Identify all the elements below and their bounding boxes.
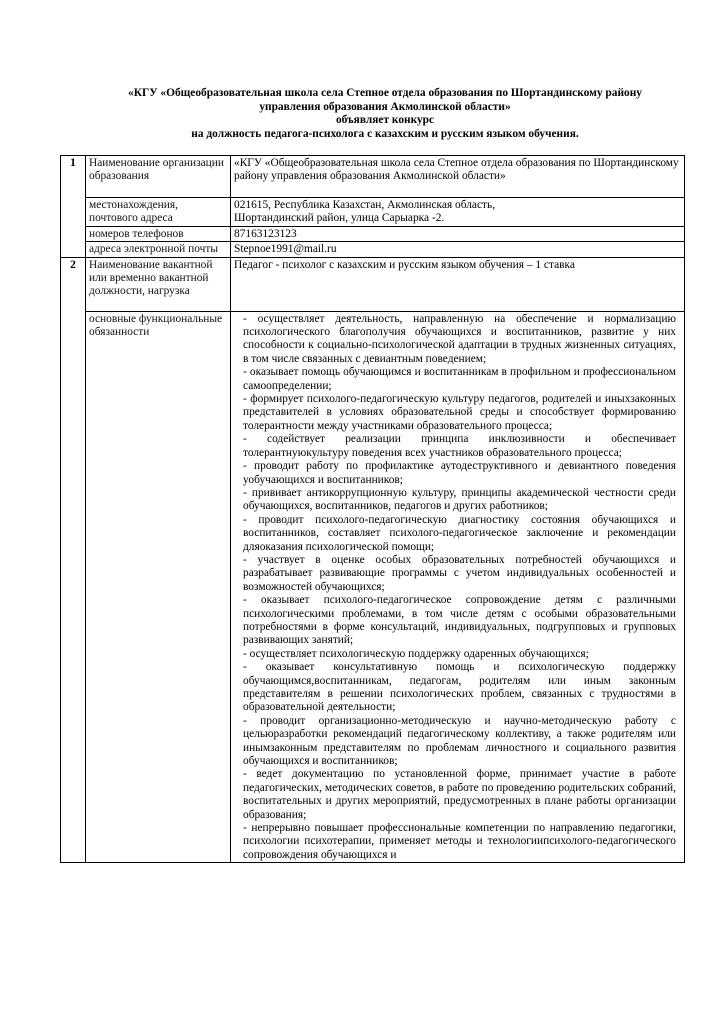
duty-item: - участвует в оценке особых образовательных потребностей обучающихся и разрабатывает развивающие программы с учетом индивидуальных особенностей и возможностей обучающихся; (243, 553, 676, 593)
header-line-1: «КГУ «Общеобразовательная школа села Степное отдела образования по Шортандинскому району (128, 87, 642, 99)
duty-item: - осуществляет деятельность, направленную на обеспечение и нормализацию психологического благополучия обучающихся и воспитанников, развитие у них способности к социально-психологической адаптации в трудных жизненных ситуациях, в том числе связанных с девиантным поведением; (243, 312, 676, 365)
vacancy-table (60, 155, 685, 863)
duty-item: - оказывает консультативную помощь и психологическую поддержку обучающимся,воспитанникам, педагогам, родителям или иным законным представителям в решении психологических проблем, связанных с трудностями в образовательной деятельности; (243, 661, 676, 714)
duty-item: - оказывает помощь обучающимся и воспитанникам в профильном и профессиональном самоопределении; (243, 366, 676, 392)
table-row (61, 311, 685, 863)
duty-item: - содействует реализации принципа инклюзивности и обеспечивает толерантнуюкультуру поведения всех участников образовательного процесса; (243, 433, 676, 459)
vacancy-label: Наименование вакантной или временно вакантной должности, нагрузка (86, 257, 231, 311)
duty-item: - проводит организационно-методическую и научно-методическую работу с цельюразработки рекомендаций педагогическому коллективу, а также родителям или инымзаконным представителям по проблемам личностного и социального развития обучающихся и воспитанников; (243, 714, 676, 768)
header-line-4: на должность педагога-психолога с казахским и русским языком обучения. (191, 127, 579, 140)
email-label: адреса электронной почты (86, 242, 231, 257)
duty-item: - осуществляет психологическую поддержку одаренных обучающихся; (243, 647, 589, 660)
address-value (231, 198, 685, 227)
duty-item: - прививает антикоррупционную культуру, принципы академической честности среди обучающихся, воспитанников, педагогов и других работников; (243, 486, 676, 513)
address-line-1: 021615, Республика Казахстан, Акмолинская область, (234, 199, 496, 211)
duty-item: - ведет документацию по установленной форме, принимает участие в работе педагогических, методических советов, в работе по проведению родительских собраний, воспитательных и других мероприятий, предусмотренных в плане работы организации образования; (243, 768, 676, 821)
duties-list (231, 311, 685, 863)
duties-label: основные функциональные обязанности (86, 311, 231, 863)
table-row (61, 226, 685, 241)
org-name-label: Наименование организации образования (86, 156, 231, 198)
address-line-2: Шортандинский район, улица Сарыарка -2. (234, 212, 445, 225)
announcement-header (60, 87, 710, 141)
row-number: 1 (61, 156, 86, 258)
duty-item: - оказывает психолого-педагогическое сопровождение детям с различными психологическими проблемами, в том числе детям с особыми образовательными потребностями в форме консультаций, индивидуальных, подгрупповых и групповых развивающих занятий; (243, 594, 676, 647)
duty-item: - непрерывно повышает профессиональные компетенции по направлению педагогики, психологии психотерапии, применяет методы и технологиипсихолого-педагогического сопровождения обучающихся и (243, 822, 676, 861)
phone-value: 87163123123 (231, 226, 685, 241)
table-row (61, 242, 685, 257)
vacancy-value: Педагог - психолог с казахским и русским языком обучения – 1 ставка (231, 257, 685, 311)
phone-label: номеров телефонов (86, 226, 231, 241)
address-label: местонахождения, почтового адреса (86, 198, 231, 227)
header-line-3: объявляет конкурс (335, 114, 435, 126)
org-name-value: «КГУ «Общеобразовательная школа села Степное отдела образования по Шортандинскому району управления образования Акмолинской области» (231, 156, 685, 198)
email-value: Stepnoe1991@mail.ru (231, 242, 685, 257)
duty-item: - формирует психолого-педагогическую культуру педагогов, родителей и иныхзаконных представителей в условиях образовательной среды и способствует формированию толерантности между участниками образовательного процесса; (243, 393, 676, 432)
duty-item: - проводит психолого-педагогическую диагностику состояния обучающихся и воспитанников, составляет психолого-педагогическое заключение и рекомендации дляоказания психологической помощи; (243, 513, 676, 553)
table-row (61, 257, 685, 311)
duty-item: - проводит работу по профилактике аутодеструктивного и девиантного поведения уобучающихся и воспитанников; (243, 460, 676, 486)
table-row (61, 198, 685, 227)
header-line-2: управления образования Акмолинской области» (259, 100, 511, 113)
table-row (61, 156, 685, 198)
row-number: 2 (61, 257, 86, 863)
